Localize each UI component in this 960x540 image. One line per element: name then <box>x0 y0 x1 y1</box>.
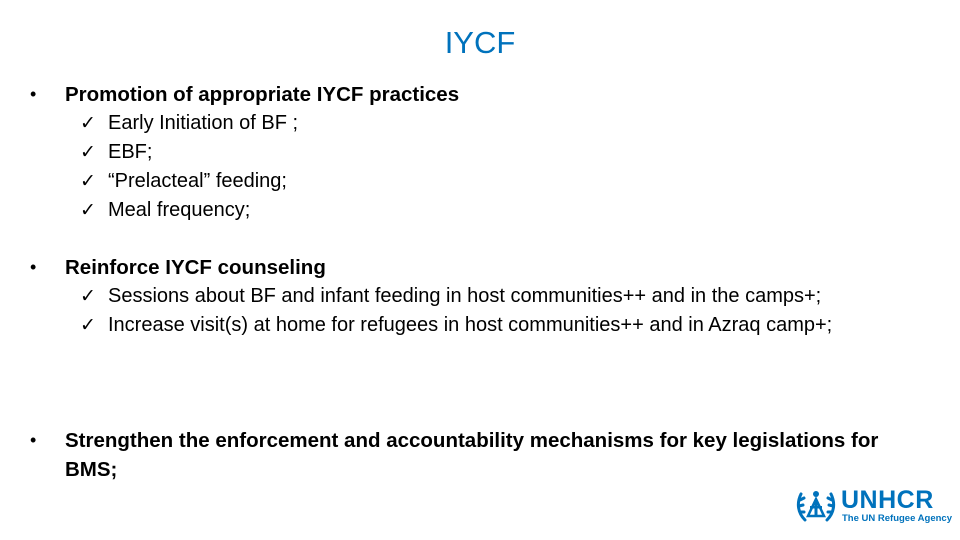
bullet-heading: Reinforce IYCF counseling <box>65 256 326 279</box>
bullet-dot-icon: • <box>30 257 37 277</box>
logo-wordmark: UNHCR <box>841 486 934 514</box>
logo-tagline: The UN Refugee Agency <box>842 513 952 524</box>
sub-item-text: “Prelacteal” feeding; <box>108 170 287 192</box>
sub-item <box>80 109 890 138</box>
bullet-heading: Strengthen the enforcement and accountability mechanisms for key legislations for BMS; <box>65 429 879 481</box>
sub-item <box>80 282 880 311</box>
sub-item-text: Sessions about BF and infant feeding in host communities++ and in the camps+; <box>108 285 822 307</box>
checkmark-icon: ✓ <box>80 200 96 221</box>
sub-item-text: Increase visit(s) at home for refugees in host communities++ and in Azraq camp+; <box>108 314 833 336</box>
checkmark-icon: ✓ <box>80 113 96 134</box>
checkmark-icon: ✓ <box>80 286 96 307</box>
unhcr-logo <box>795 486 952 526</box>
bullet-heading: Promotion of appropriate IYCF practices <box>65 83 460 106</box>
unhcr-emblem-icon <box>795 486 837 526</box>
bullet-dot-icon: • <box>30 84 37 104</box>
sub-item <box>80 196 890 225</box>
slide-title: IYCF <box>444 25 516 60</box>
checkmark-icon: ✓ <box>80 142 96 163</box>
sub-item <box>80 311 880 340</box>
checkmark-icon: ✓ <box>80 315 96 336</box>
checkmark-icon: ✓ <box>80 171 96 192</box>
sub-list <box>80 109 890 225</box>
bullet-dot-icon: • <box>30 430 37 450</box>
sub-item-text: EBF; <box>108 141 153 163</box>
sub-list <box>80 282 880 340</box>
sub-item-text: Meal frequency; <box>108 199 251 221</box>
sub-item <box>80 167 890 196</box>
sub-item-text: Early Initiation of BF ; <box>108 112 299 134</box>
sub-item <box>80 138 890 167</box>
